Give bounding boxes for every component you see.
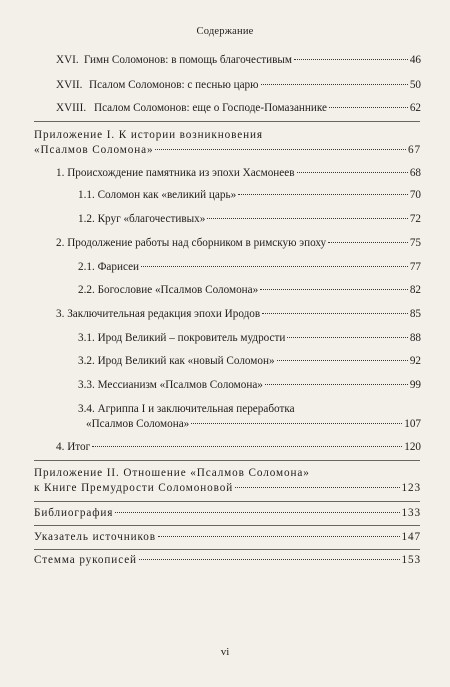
toc-entry-section-3[interactable] [56,307,421,321]
toc-entry-section-1[interactable] [56,166,421,180]
entry-title: 3.1. Ирод Великий – покровитель мудрости [78,332,286,344]
entry-title-line-2: к Книге Премудрости Соломоновой [34,482,234,494]
entry-title: 2.2. Богословие «Псалмов Соломона» [78,284,259,296]
toc-entry-psalm-17[interactable] [56,78,421,92]
toc-entry-psalm-18[interactable] [56,101,421,115]
dot-leader [139,559,400,560]
page-number: 70 [409,189,421,201]
entry-title: Псалом Соломонов: еще о Господе-Помазаннике [94,102,327,114]
toc-entry-section-3-3[interactable] [78,378,421,392]
section-divider [34,460,420,461]
section-divider [34,501,420,502]
toc-entry-section-2[interactable] [56,236,421,250]
toc-entry-section-4[interactable] [56,440,421,454]
dot-leader [277,360,408,361]
dot-leader [262,313,408,314]
dot-leader [191,423,402,424]
entry-title: Гимн Соломонов: в помощь благочестивым [84,54,293,66]
dot-leader [238,194,408,195]
toc-entry-stemma[interactable] [34,553,421,567]
page-number: 107 [404,418,421,430]
toc-entry-appendix-1[interactable] [34,128,421,158]
entry-title: 3.3. Мессианизм «Псалмов Соломона» [78,379,263,391]
page-number: 85 [409,308,421,320]
toc-entry-section-2-1[interactable] [78,260,421,274]
dot-leader [265,384,408,385]
running-head: Содержание [196,26,254,37]
toc-entry-appendix-2[interactable] [34,466,421,496]
dot-leader [328,242,408,243]
dot-leader [92,446,402,447]
page-number: 75 [409,237,421,249]
entry-title: 1.2. Круг «благочестивых» [78,213,206,225]
dot-leader [294,59,408,60]
toc-entry-bibliography[interactable] [34,506,421,520]
entry-title: 4. Итог [56,441,91,453]
dot-leader [115,512,399,513]
page-number: 77 [409,261,421,273]
dot-leader [297,172,408,173]
entry-title-line-1: Приложение II. Отношение «Псалмов Соломона» [34,467,310,479]
entry-number: XVIII. [56,102,87,114]
page-number: 123 [401,482,421,494]
section-divider [34,549,420,550]
toc-entry-section-1-2[interactable] [78,212,421,226]
toc-entry-section-3-4[interactable] [78,402,421,432]
toc-entry-section-1-1[interactable] [78,188,421,202]
entry-title: 3.2. Ирод Великий как «новый Соломон» [78,355,275,367]
section-divider [34,121,420,122]
entry-title: 1.1. Соломон как «великий царь» [78,189,237,201]
page-number: 88 [409,332,421,344]
page-number: 50 [409,79,421,91]
toc-entry-psalm-16[interactable] [56,53,421,67]
page-folio: vi [220,646,230,658]
entry-title: 3. Заключительная редакция эпохи Иродов [56,308,261,320]
dot-leader [158,536,400,537]
entry-title: 2.1. Фарисеи [78,261,140,273]
toc-entry-section-3-1[interactable] [78,331,421,345]
page-number: 72 [409,213,421,225]
dot-leader [235,487,399,488]
entry-title: 2. Продолжение работы над сборником в римскую эпоху [56,237,327,249]
page-number: 99 [409,379,421,391]
entry-number: XVI. [56,54,79,66]
page-number: 147 [401,531,421,543]
page-number: 153 [401,554,421,566]
dot-leader [207,218,407,219]
dot-leader [260,289,408,290]
toc-entry-section-3-2[interactable] [78,354,421,368]
entry-title-line-1: 3.4. Агриппа I и заключительная переработка [78,403,295,415]
entry-title-line-2: «Псалмов Соломона» [34,144,154,156]
entry-title-line-2: «Псалмов Соломона» [86,418,190,430]
entry-title: Указатель источников [34,531,156,543]
dot-leader [287,337,407,338]
entry-title-line-1: Приложение I. К истории возникновения [34,129,263,141]
page-number: 82 [409,284,421,296]
page-number: 133 [401,507,421,519]
toc-entry-source-index[interactable] [34,530,421,544]
page-number: 68 [409,167,421,179]
page-number: 92 [409,355,421,367]
toc-entry-section-2-2[interactable] [78,283,421,297]
page-number: 67 [408,144,421,156]
entry-title: Псалом Соломонов: с песнью царю [89,79,259,91]
page-number: 120 [404,441,421,453]
entry-title: 1. Происхождение памятника из эпохи Хасмонеев [56,167,295,179]
dot-leader [329,107,408,108]
entry-title: Стемма рукописей [34,554,137,566]
section-divider [34,525,420,526]
dot-leader [155,149,406,150]
entry-number: XVII. [56,79,83,91]
dot-leader [261,84,408,85]
entry-title: Библиография [34,507,114,519]
page-number: 62 [409,102,421,114]
page-number: 46 [409,54,421,66]
dot-leader [141,266,408,267]
